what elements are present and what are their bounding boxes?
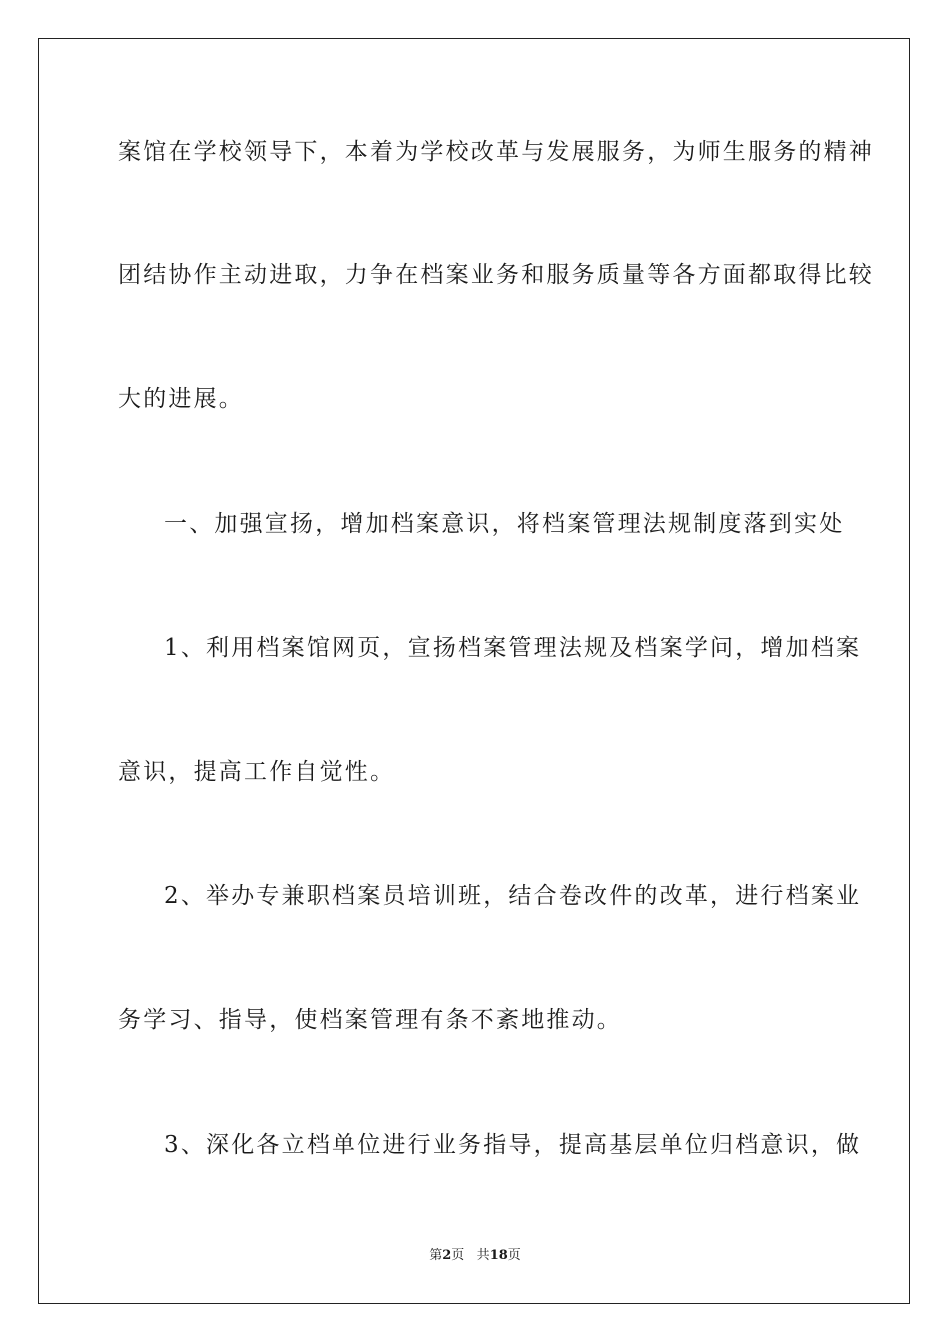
page-footer	[0, 1247, 950, 1265]
page-prefix: 第	[429, 1248, 443, 1263]
list-item-1-line-1: 1、利用档案馆网页，宣扬档案管理法规及档案学问，增加档案	[164, 635, 862, 661]
body-text-line-1: 案馆在学校领导下，本着为学校改革与发展服务，为师生服务的精神	[118, 139, 874, 165]
body-text-line-3: 大的进展。	[118, 386, 244, 412]
section-heading-1: 一、加强宣扬，增加档案意识，将档案管理法规制度落到实处	[164, 511, 845, 537]
total-suffix: 页	[507, 1248, 521, 1263]
list-item-1-line-2: 意识，提高工作自觉性。	[118, 759, 396, 785]
page-number: 2	[442, 1248, 452, 1263]
page-suffix: 页	[451, 1248, 465, 1263]
total-pages: 18	[489, 1248, 508, 1263]
page-border	[38, 38, 910, 1304]
list-item-2-line-2: 务学习、指导，使档案管理有条不紊地推动。	[118, 1007, 622, 1033]
body-text-line-2: 团结协作主动进取，力争在档案业务和服务质量等各方面都取得比较	[118, 262, 874, 288]
total-prefix: 共	[476, 1248, 490, 1263]
list-item-3-line-1: 3、深化各立档单位进行业务指导，提高基层单位归档意识，做	[164, 1132, 862, 1158]
list-item-2-line-1: 2、举办专兼职档案员培训班，结合卷改件的改革，进行档案业	[164, 883, 862, 909]
